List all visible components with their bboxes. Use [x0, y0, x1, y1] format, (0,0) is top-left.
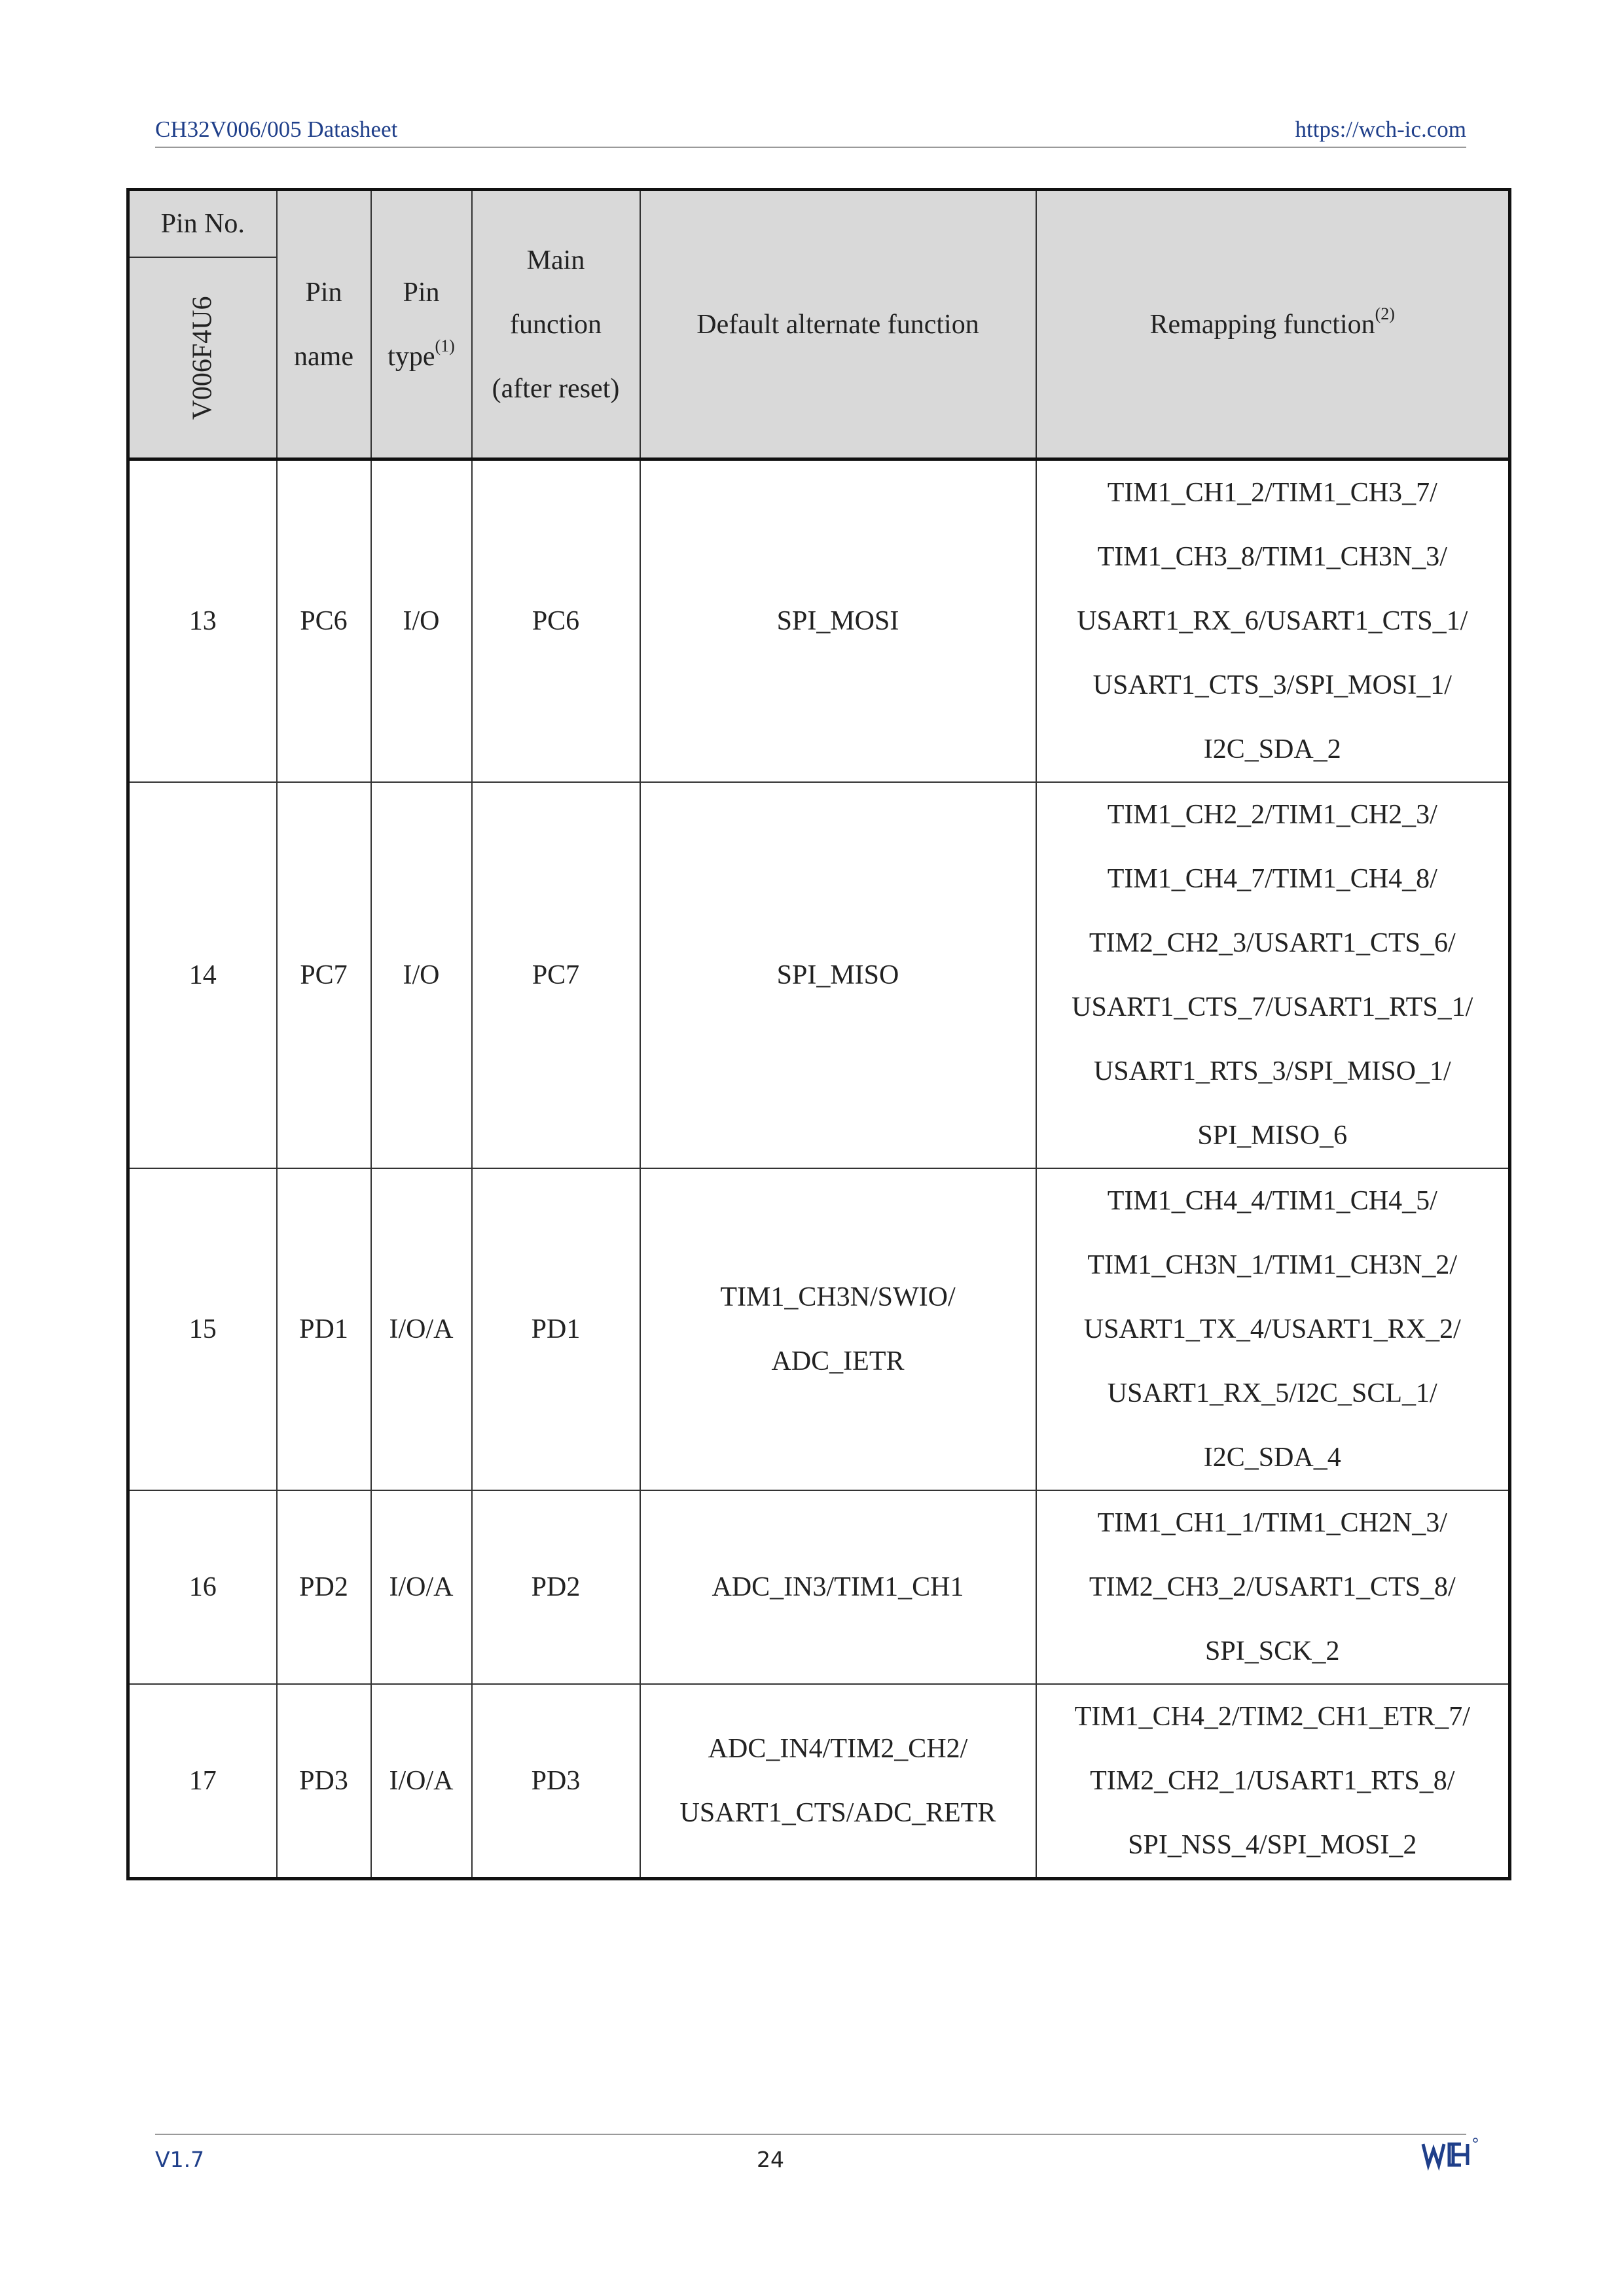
remap-function-line: I2C_SDA_4	[1203, 1443, 1341, 1473]
main-function-header-line3: (after reset)	[492, 373, 620, 404]
pin-number-cell: 15	[128, 1168, 277, 1490]
main-function-header-line1: Main	[526, 245, 585, 276]
pin-type-footnote: (1)	[435, 336, 455, 355]
remap-function-line: USART1_CTS_7/USART1_RTS_1/	[1072, 992, 1473, 1022]
pin-type-header-line1: Pin	[403, 277, 440, 308]
pin-number-cell: 13	[128, 459, 277, 783]
table-row	[128, 1684, 1510, 1879]
alt-function-line: ADC_IN3/TIM1_CH1	[712, 1572, 964, 1602]
pin-name-header-line2: name	[294, 341, 353, 372]
remap-function-line: USART1_TX_4/USART1_RX_2/	[1083, 1314, 1461, 1344]
header-divider	[155, 147, 1466, 148]
remap-function-line: TIM1_CH2_2/TIM1_CH2_3/	[1107, 800, 1437, 830]
pin-type-cell: I/O/A	[371, 1490, 472, 1684]
main-function-cell: PD2	[472, 1490, 640, 1684]
default-alternate-function-cell	[640, 1168, 1036, 1490]
remap-function-line: TIM1_CH4_4/TIM1_CH4_5/	[1107, 1186, 1437, 1216]
remap-function-line: SPI_SCK_2	[1205, 1636, 1340, 1666]
alt-function-line: SPI_MOSI	[776, 606, 899, 636]
remapping-function-cell	[1036, 1684, 1510, 1879]
remap-function-line: TIM1_CH1_1/TIM1_CH2N_3/	[1097, 1508, 1447, 1538]
package-name: V006F4U6	[187, 295, 218, 420]
remap-function-line: TIM1_CH4_7/TIM1_CH4_8/	[1107, 864, 1437, 894]
remapping-function-cell	[1036, 459, 1510, 783]
alt-function-line: SPI_MISO	[776, 960, 899, 990]
main-function-cell: PD1	[472, 1168, 640, 1490]
pin-type-cell: I/O	[371, 782, 472, 1168]
remap-function-line: USART1_RTS_3/SPI_MISO_1/	[1093, 1056, 1451, 1086]
pin-name-header-line1: Pin	[305, 277, 342, 308]
table-row	[128, 1168, 1510, 1490]
pin-number-cell: 14	[128, 782, 277, 1168]
pin-type-header-line2: type	[388, 341, 435, 372]
remap-function-line: TIM1_CH3_8/TIM1_CH3N_3/	[1097, 542, 1447, 572]
wch-logo-icon	[1420, 2135, 1479, 2174]
remapping-function-cell	[1036, 1490, 1510, 1684]
pin-type-cell: I/O/A	[371, 1684, 472, 1879]
default-alternate-function-header: Default alternate function	[640, 190, 1036, 459]
pin-name-cell: PC7	[277, 782, 371, 1168]
remap-function-line: I2C_SDA_2	[1203, 734, 1341, 764]
main-function-header-line2: function	[510, 309, 602, 340]
remap-function-line: SPI_MISO_6	[1197, 1121, 1348, 1151]
table-row	[128, 459, 1510, 783]
alt-function-line: ADC_IN4/TIM2_CH2/	[708, 1734, 968, 1764]
remap-function-line: USART1_RX_5/I2C_SCL_1/	[1107, 1378, 1437, 1408]
main-function-cell: PC6	[472, 459, 640, 783]
remap-function-line: TIM2_CH2_1/USART1_RTS_8/	[1090, 1766, 1455, 1796]
pin-name-cell: PC6	[277, 459, 371, 783]
remap-function-line: TIM1_CH4_2/TIM2_CH1_ETR_7/	[1074, 1702, 1470, 1732]
pin-name-cell: PD2	[277, 1490, 371, 1684]
pin-definition-table	[126, 188, 1511, 1880]
pin-number-cell: 17	[128, 1684, 277, 1879]
remapping-function-cell	[1036, 782, 1510, 1168]
pin-type-header	[371, 190, 472, 459]
pin-no-header: Pin No.	[128, 190, 277, 258]
default-alternate-function-cell	[640, 459, 1036, 783]
remap-function-line: TIM1_CH1_2/TIM1_CH3_7/	[1107, 478, 1437, 508]
main-function-header	[472, 190, 640, 459]
default-alternate-function-cell	[640, 1490, 1036, 1684]
remapping-function-header	[1036, 190, 1510, 459]
page-number: 24	[757, 2147, 784, 2172]
package-header	[128, 257, 277, 459]
remapping-function-cell	[1036, 1168, 1510, 1490]
main-function-cell: PD3	[472, 1684, 640, 1879]
remap-function-line: SPI_NSS_4/SPI_MOSI_2	[1128, 1830, 1417, 1860]
main-function-cell: PC7	[472, 782, 640, 1168]
remap-function-line: TIM2_CH3_2/USART1_CTS_8/	[1089, 1572, 1456, 1602]
pin-name-header	[277, 190, 371, 459]
remap-function-line: TIM1_CH3N_1/TIM1_CH3N_2/	[1087, 1250, 1458, 1280]
default-alternate-function-cell	[640, 1684, 1036, 1879]
version-label: V1.7	[155, 2147, 205, 2172]
remapping-function-header-text: Remapping function	[1149, 309, 1375, 340]
alt-function-line: USART1_CTS/ADC_RETR	[679, 1798, 996, 1828]
document-title: CH32V006/005 Datasheet	[155, 117, 398, 142]
wch-logo	[1420, 2135, 1479, 2174]
pin-name-cell: PD1	[277, 1168, 371, 1490]
alt-function-line: TIM1_CH3N/SWIO/	[720, 1282, 956, 1312]
pin-number-cell: 16	[128, 1490, 277, 1684]
footer-divider	[155, 2134, 1466, 2135]
table-row	[128, 782, 1510, 1168]
remap-function-line: TIM2_CH2_3/USART1_CTS_6/	[1089, 928, 1456, 958]
default-alternate-function-cell	[640, 782, 1036, 1168]
table-row	[128, 1490, 1510, 1684]
alt-function-line: ADC_IETR	[771, 1346, 905, 1376]
remap-footnote: (2)	[1375, 304, 1395, 323]
remap-function-line: USART1_CTS_3/SPI_MOSI_1/	[1092, 670, 1452, 700]
pin-name-cell: PD3	[277, 1684, 371, 1879]
pin-type-cell: I/O/A	[371, 1168, 472, 1490]
pin-type-cell: I/O	[371, 459, 472, 783]
remap-function-line: USART1_RX_6/USART1_CTS_1/	[1077, 606, 1468, 636]
website-link[interactable]: https://wch-ic.com	[1295, 117, 1466, 142]
